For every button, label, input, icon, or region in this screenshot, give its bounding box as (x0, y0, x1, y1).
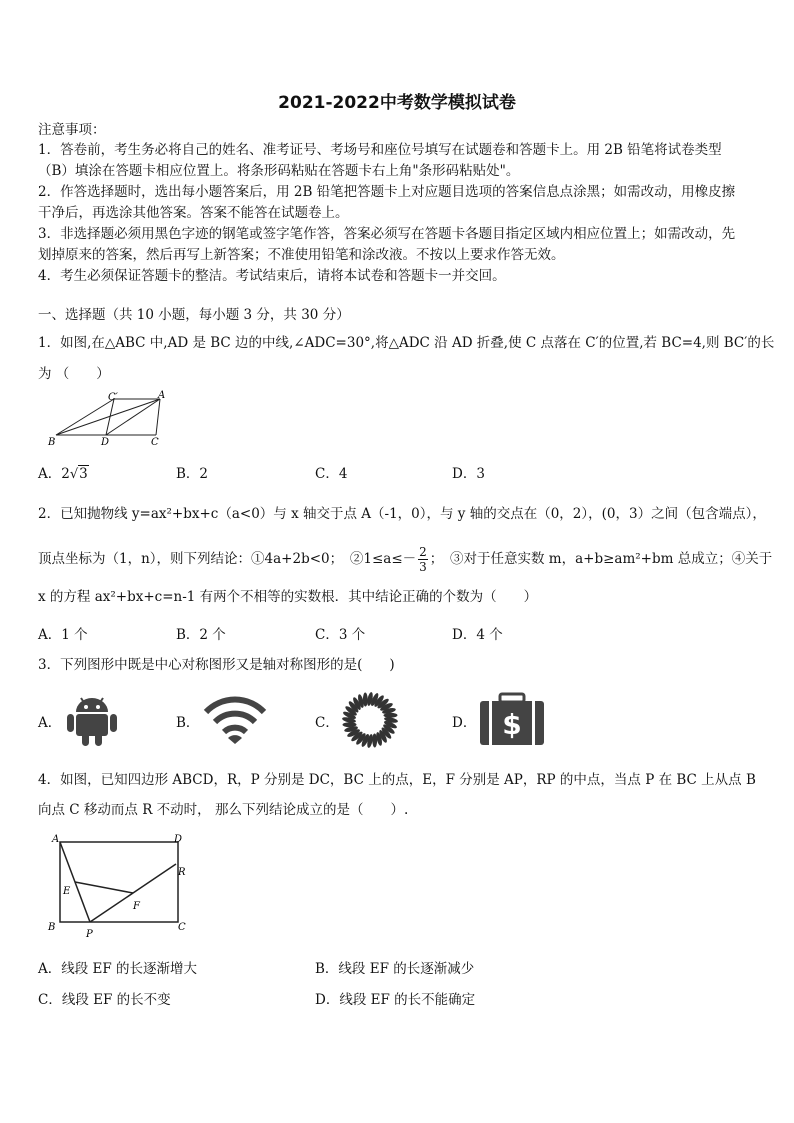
question-2-text-cont2: x 的方程 ax²+bx+c=n-1 有两个不相等的实数根．其中结论正确的个数为（ ） (38, 589, 538, 605)
label-a: A (158, 390, 166, 401)
label-f: F (133, 901, 140, 912)
label-c: C (178, 922, 186, 933)
option-a[interactable]: A．1 个 (38, 627, 88, 643)
option-d[interactable]: D． (452, 715, 477, 731)
page-title: 2021-2022中考数学模拟试卷 (278, 93, 516, 113)
question-1-text-cont: 为 （ ） (38, 366, 110, 382)
svg-text:$: $ (502, 708, 522, 741)
notice-line: 1．答卷前，考生务必将自己的姓名、准考证号、考场号和座位号填写在试题卷和答题卡上。用 2B 铅笔将试卷类型 (38, 142, 722, 158)
label-b: B (48, 922, 56, 933)
option-b[interactable]: B．线段 EF 的长逐渐减少 (315, 961, 475, 977)
label-p: P (86, 929, 93, 940)
label-c: C (151, 437, 159, 448)
label-e: E (63, 886, 71, 897)
question-2-part1: 顶点坐标为（1，n），则下列结论：①4a+2b<0； ②1≤a≤－ (38, 551, 417, 567)
option-a[interactable]: A．线段 EF 的长逐渐增大 (38, 961, 198, 977)
option-b[interactable]: B． (176, 715, 200, 731)
option-c[interactable]: C．线段 EF 的长不变 (38, 992, 171, 1008)
android-icon (66, 692, 118, 748)
question-4-text-cont: 向点 C 移动而点 R 不动时， 那么下列结论成立的是（ ）. (38, 802, 409, 818)
option-d[interactable]: D．线段 EF 的长不能确定 (315, 992, 476, 1008)
label-c-prime: C′ (108, 392, 118, 403)
label-a: A (52, 834, 60, 845)
question-1-figure (44, 390, 174, 448)
notice-line: （B）填涂在答题卡相应位置上。将条形码粘贴在答题卡右上角"条形码粘贴处"。 (38, 163, 520, 179)
notice-line: 2．作答选择题时，选出每小题答案后，用 2B 铅笔把答题卡上对应题目选项的答案信息点涂黑；如需改动，用橡皮擦 (38, 184, 736, 200)
notice-line: 干净后，再选涂其他答案。答案不能答在试题卷上。 (38, 205, 349, 221)
wifi-icon (202, 694, 268, 744)
notice-line: 3．非选择题必须用黑色字迹的钢笔或签字笔作答，答案必须写在答题卡各题目指定区域内相应位置上；如需改动，先 (38, 226, 736, 242)
notice-line: 4．考生必须保证答题卡的整洁。考试结束后，请将本试卷和答题卡一并交回。 (38, 268, 506, 284)
question-3-text: 3．下列图形中既是中心对称图形又是轴对称图形的是( ) (38, 657, 395, 673)
option-a[interactable] (38, 462, 89, 482)
fraction-numerator: 2 (419, 545, 427, 559)
fraction (418, 545, 428, 574)
sqrt-icon: √ (69, 467, 79, 482)
option-d[interactable]: D．3 (452, 466, 485, 482)
question-2-part2: ； ③对于任意实数 m，a+b≥am²+bm 总成立；④关于 (429, 551, 773, 567)
label-b: B (48, 437, 56, 448)
notice-heading: 注意事项： (38, 122, 106, 138)
notice-line: 划掉原来的答案，然后再写上新答案；不准使用铅笔和涂改液。不按以上要求作答无效。 (38, 247, 565, 263)
label-d: D (174, 834, 183, 845)
label-d: D (101, 437, 110, 448)
option-d[interactable]: D．4 个 (452, 627, 503, 643)
question-4-text: 4．如图，已知四边形 ABCD，R，P 分别是 DC，BC 上的点，E，F 分别是 AP，RP 的中点，当点 P 在 BC 上从点 B (38, 772, 756, 788)
question-2-text-cont (38, 545, 772, 574)
question-2-text: 2．已知抛物线 y=ax²+bx+c（a<0）与 x 轴交于点 A（-1，0），与 y 轴的交点在（0，2），(0，3）之间（包含端点）， (38, 506, 766, 522)
option-b[interactable]: B．2 个 (176, 627, 226, 643)
option-a-label: A．2 (38, 466, 70, 482)
sunburst-icon (338, 690, 402, 750)
question-1-text: 1．如图,在△ABC 中,AD 是 BC 边的中线,∠ADC=30°,将△ADC 沿 AD 折叠,使 C 点落在 C′的位置,若 BC=4,则 BC′的长 (38, 335, 775, 351)
option-c[interactable]: C．4 (315, 466, 348, 482)
dollar-briefcase-icon (478, 692, 546, 746)
section-heading: 一、选择题（共 10 小题，每小题 3 分，共 30 分） (38, 307, 350, 323)
label-r: R (178, 867, 186, 878)
option-c[interactable]: C． (315, 715, 339, 731)
fraction-denominator: 3 (419, 560, 427, 574)
option-b[interactable]: B．2 (176, 466, 209, 482)
option-c[interactable]: C．3 个 (315, 627, 366, 643)
sqrt-radicand: 3 (79, 466, 88, 482)
option-a[interactable]: A． (38, 715, 62, 731)
question-4-figure (46, 830, 196, 940)
